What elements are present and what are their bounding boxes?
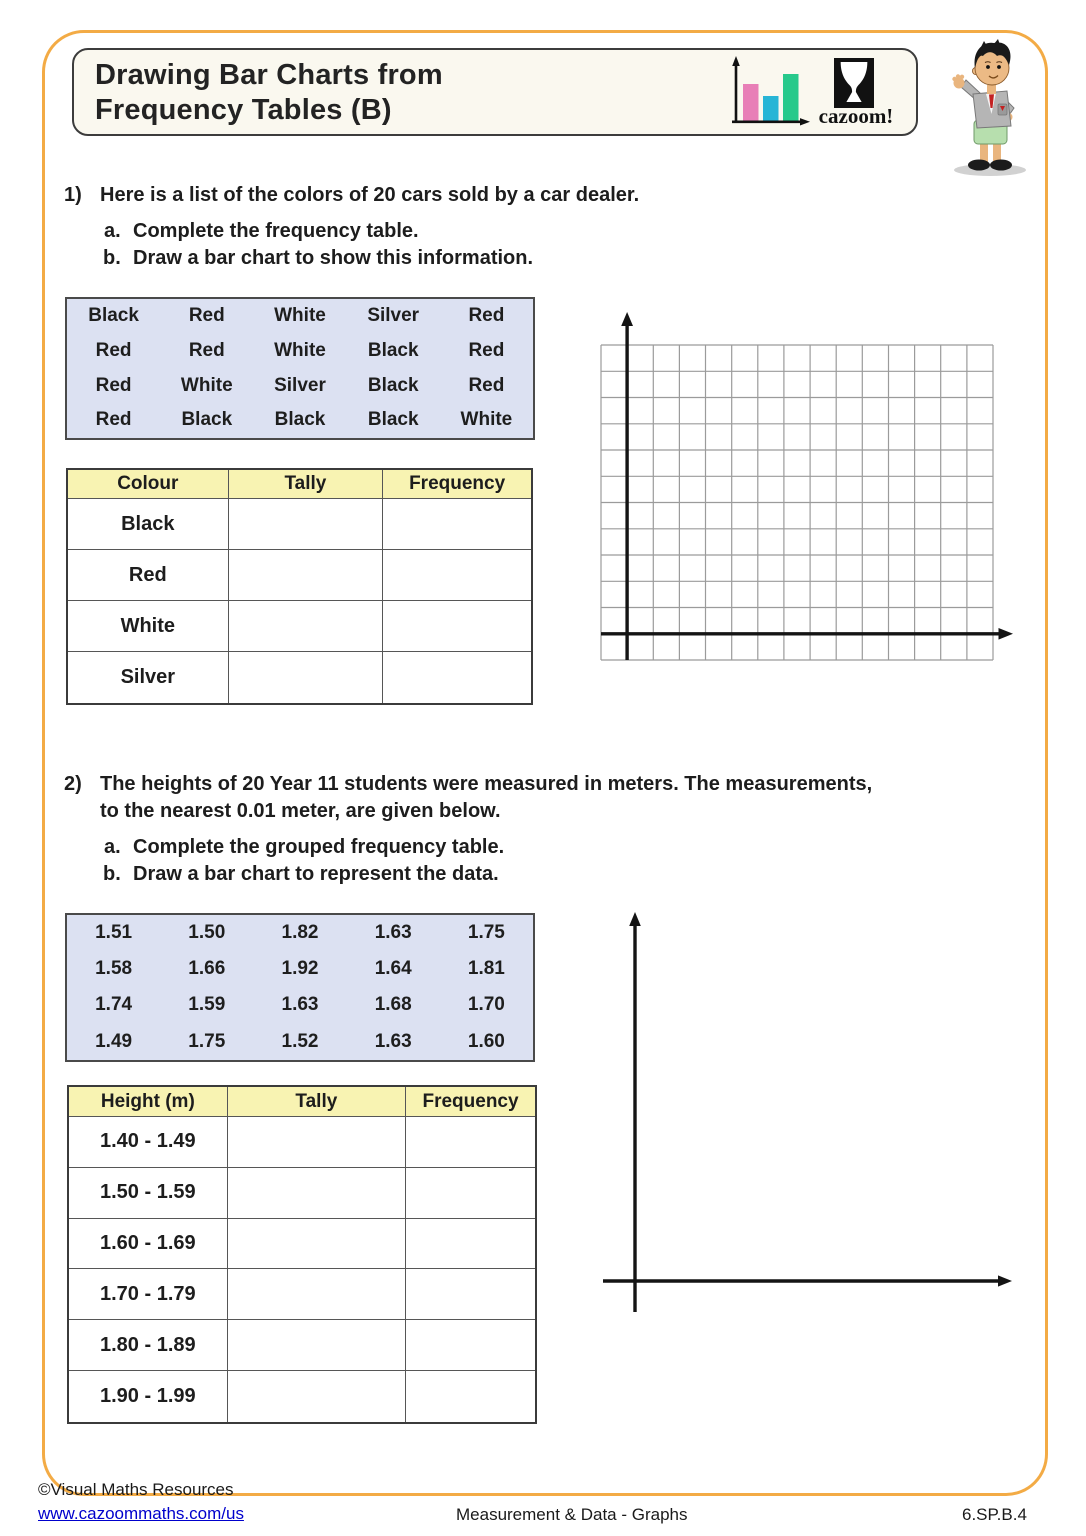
q1-number: 1) (64, 184, 82, 206)
car-color-cell: White (460, 409, 513, 431)
q1-tally-cell-empty (229, 652, 384, 703)
q2-tally-cell-empty (228, 1168, 406, 1219)
page-title-line1: Drawing Bar Charts from (95, 59, 443, 91)
q2-part-b-marker: b. (103, 863, 121, 885)
car-color-cell: Red (468, 374, 505, 396)
q1-frequency-cell-empty (383, 601, 531, 652)
q2-frequency-cell-empty (406, 1117, 535, 1168)
q1-frequency-table (66, 468, 533, 705)
car-color-cell: White (274, 340, 326, 362)
car-color-cell: Silver (367, 305, 420, 327)
car-color-cell: Black (367, 374, 419, 396)
height-cell: 1.58 (95, 958, 133, 980)
car-color-cell: Red (468, 305, 505, 327)
q2-tally-cell-empty (228, 1117, 406, 1168)
q2-number: 2) (64, 773, 82, 795)
q1-prompt: Here is a list of the colors of 20 cars sold by a car dealer. (100, 184, 640, 206)
q2-frequency-cell-empty (406, 1219, 535, 1270)
q2-part-b-text: Draw a bar chart to represent the data. (133, 863, 499, 885)
q2-row-label: 1.50 - 1.59 (69, 1168, 228, 1219)
q1-row-label: Black (68, 499, 229, 550)
page-title-line2: Frequency Tables (B) (95, 94, 392, 126)
q2-col-header-frequency: Frequency (406, 1087, 535, 1117)
q2-blank-chart-axes (595, 905, 1035, 1320)
footer-link[interactable]: www.cazoommaths.com/us (38, 1504, 244, 1523)
bar-chart-icon (722, 54, 814, 134)
q1-row-label: Silver (68, 652, 229, 703)
q1-col-header-tally: Tally (229, 470, 384, 499)
q1-col-header-colour: Colour (68, 470, 229, 499)
q2-x-axis-arrow (998, 1275, 1012, 1286)
height-cell: 1.75 (188, 1030, 226, 1052)
height-cell: 1.60 (467, 1030, 505, 1052)
car-color-cell: White (274, 305, 326, 327)
q2-frequency-cell-empty (406, 1168, 535, 1219)
car-color-cell: Red (95, 409, 132, 431)
q2-prompt-line1: The heights of 20 Year 11 students were measured in meters. The measurements, (100, 773, 873, 795)
q1-y-axis-arrow (621, 312, 633, 326)
footer-copyright: ©Visual Maths Resources (38, 1480, 234, 1499)
height-cell: 1.82 (281, 922, 319, 944)
q1-col-header-frequency: Frequency (383, 470, 531, 499)
student-mascot (936, 38, 1044, 180)
q2-row-label: 1.80 - 1.89 (69, 1320, 228, 1371)
height-cell: 1.92 (281, 958, 319, 980)
height-cell: 1.51 (95, 922, 133, 944)
q2-part-a-marker: a. (104, 836, 121, 858)
height-cell: 1.64 (374, 958, 412, 980)
car-color-cell: Silver (274, 374, 326, 396)
car-color-cell: Black (367, 340, 419, 362)
cazoom-logo-icon (834, 58, 874, 108)
car-colors-data-table (65, 297, 535, 440)
q1-frequency-cell-empty (383, 499, 531, 550)
q2-col-header-height: Height (m) (69, 1087, 228, 1117)
q2-prompt-line2: to the nearest 0.01 meter, are given below. (100, 800, 501, 822)
q2-col-header-tally: Tally (228, 1087, 406, 1117)
car-color-cell: Black (88, 305, 139, 327)
car-color-cell: Black (274, 409, 326, 431)
cazoom-logo-text: cazoom! (818, 104, 894, 128)
q2-tally-cell-empty (228, 1219, 406, 1270)
car-color-cell: Red (188, 305, 225, 327)
height-cell: 1.75 (467, 922, 505, 944)
q2-row-label: 1.60 - 1.69 (69, 1219, 228, 1270)
height-cell: 1.49 (95, 1030, 133, 1052)
q1-frequency-cell-empty (383, 550, 531, 601)
q2-tally-cell-empty (228, 1320, 406, 1371)
height-cell: 1.70 (467, 994, 505, 1016)
q1-tally-cell-empty (229, 601, 384, 652)
q1-row-label: Red (68, 550, 229, 601)
height-cell: 1.66 (188, 958, 226, 980)
q2-row-label: 1.70 - 1.79 (69, 1269, 228, 1320)
q1-row-label: White (68, 601, 229, 652)
height-cell: 1.63 (374, 1030, 412, 1052)
footer-standard: 6.SP.B.4 (962, 1505, 1027, 1524)
q1-x-axis-arrow (999, 628, 1014, 640)
q1-part-b-marker: b. (103, 247, 121, 269)
height-cell: 1.50 (188, 922, 226, 944)
q2-frequency-table (67, 1085, 537, 1424)
q1-part-a-marker: a. (104, 220, 121, 242)
height-cell: 1.81 (467, 958, 505, 980)
height-cell: 1.52 (281, 1030, 319, 1052)
height-cell: 1.63 (374, 922, 412, 944)
car-color-cell: White (180, 374, 233, 396)
page-title (95, 58, 443, 128)
heights-data-table (65, 913, 535, 1062)
q1-part-a-text: Complete the frequency table. (133, 220, 419, 242)
q2-row-label: 1.40 - 1.49 (69, 1117, 228, 1168)
q1-tally-cell-empty (229, 499, 384, 550)
q2-frequency-cell-empty (406, 1371, 535, 1422)
car-color-cell: Red (468, 340, 505, 362)
car-color-cell: Red (188, 340, 225, 362)
footer-topic: Measurement & Data - Graphs (456, 1505, 688, 1524)
height-cell: 1.74 (95, 994, 133, 1016)
car-color-cell: Red (95, 374, 132, 396)
car-color-cell: Black (181, 409, 233, 431)
q2-frequency-cell-empty (406, 1320, 535, 1371)
q2-tally-cell-empty (228, 1269, 406, 1320)
q1-blank-chart-grid (595, 310, 1035, 675)
q2-frequency-cell-empty (406, 1269, 535, 1320)
height-cell: 1.59 (188, 994, 226, 1016)
car-color-cell: Black (367, 409, 419, 431)
height-cell: 1.63 (281, 994, 319, 1016)
q1-tally-cell-empty (229, 550, 384, 601)
q1-part-b-text: Draw a bar chart to show this information. (133, 247, 534, 269)
q2-y-axis-arrow (629, 912, 641, 926)
q1-frequency-cell-empty (383, 652, 531, 703)
q2-row-label: 1.90 - 1.99 (69, 1371, 228, 1422)
q2-tally-cell-empty (228, 1371, 406, 1422)
car-color-cell: Red (95, 340, 132, 362)
height-cell: 1.68 (374, 994, 412, 1016)
q2-part-a-text: Complete the grouped frequency table. (133, 836, 505, 858)
